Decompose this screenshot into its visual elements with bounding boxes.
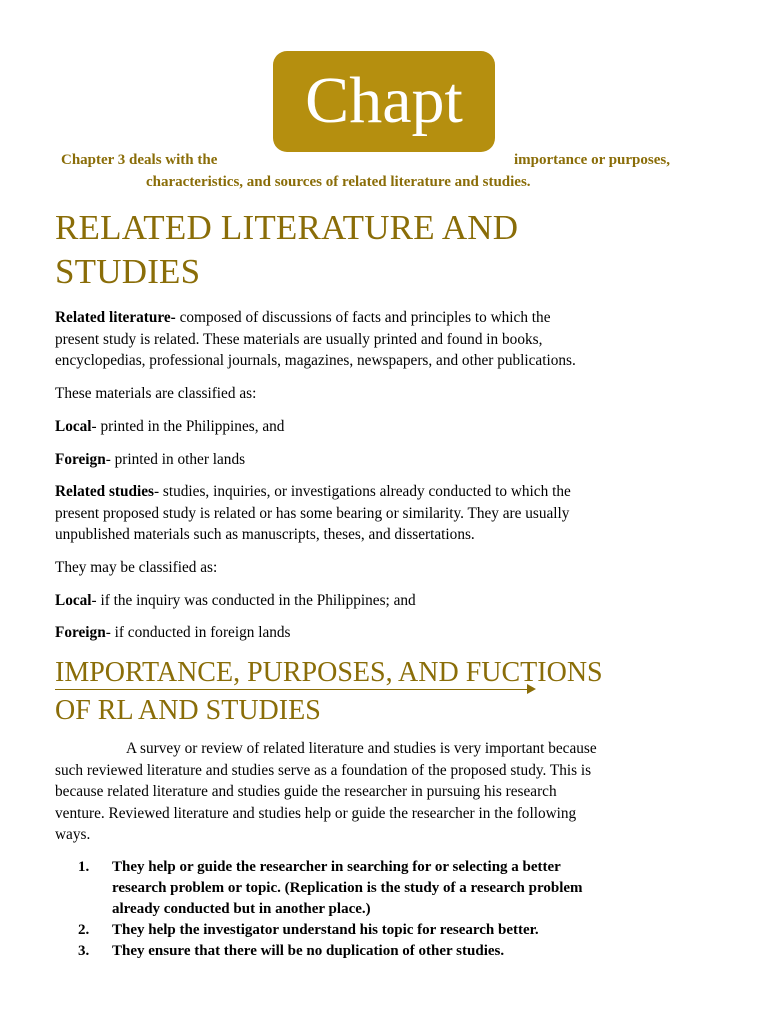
heading1-line1: RELATED LITERATURE AND xyxy=(55,208,519,247)
classified-text-1: These materials are classified as: xyxy=(55,385,257,402)
intro-text-part2: importance or purposes, xyxy=(514,152,670,168)
heading1-line2: STUDIES xyxy=(55,252,201,291)
intro-text-part1: Chapter 3 deals with the xyxy=(61,152,218,168)
related-literature-paragraph: Related literature- composed of discussions of facts and principles to which the present study is related. These materials are usually printed and found in books, encyclopedias, professional journals, magazines, newspapers, and other publications. xyxy=(55,309,576,369)
chapter-badge-text: Chapt xyxy=(305,64,463,137)
heading-importance xyxy=(55,654,603,730)
related-studies-paragraph: Related studies- studies, inquiries, or investigations already conducted to which the present proposed study is related or has some bearing or similarity. They are usually unpublished materials such as manuscripts, theses, and dissertations. xyxy=(55,483,571,543)
heading2-line1: IMPORTANCE, PURPOSES, AND FUCTIONS xyxy=(55,657,603,688)
list-item: 1. They help or guide the researcher in searching for or selecting a better research problem or topic. (Replication is the study of a research problem already conducted but in another place.) xyxy=(78,859,583,917)
chapter-badge xyxy=(273,51,495,152)
ways-list xyxy=(78,857,718,962)
heading-related-literature xyxy=(55,206,518,294)
heading2-line2: OF RL AND STUDIES xyxy=(55,695,321,726)
intro-text-line2: characteristics, and sources of related literature and studies. xyxy=(146,174,531,190)
survey-paragraph: A survey or review of related literature and studies is very important because such reviewed literature and studies serve as a foundation of the proposed study. This is because related literature and studies guide the researcher in pursuing his research venture. Reviewed literature and studies help or guide the researcher in the following ways. xyxy=(55,740,597,843)
local-literature-item: Local- printed in the Philippines, and xyxy=(55,418,285,435)
heading2-arrow-head xyxy=(527,684,536,694)
local-studies-item: Local- if the inquiry was conducted in the Philippines; and xyxy=(55,592,416,609)
foreign-literature-item: Foreign- printed in other lands xyxy=(55,451,246,468)
term-related-studies: Related studies xyxy=(55,483,155,500)
term-related-literature: Related literature- xyxy=(55,309,176,326)
heading2-arrow-line xyxy=(55,689,527,690)
list-item: 2. They help the investigator understand his topic for research better. xyxy=(78,922,539,938)
foreign-studies-item: Foreign- if conducted in foreign lands xyxy=(55,624,291,641)
classified-text-2: They may be classified as: xyxy=(55,559,218,576)
list-item: 3. They ensure that there will be no duplication of other studies. xyxy=(78,943,505,959)
